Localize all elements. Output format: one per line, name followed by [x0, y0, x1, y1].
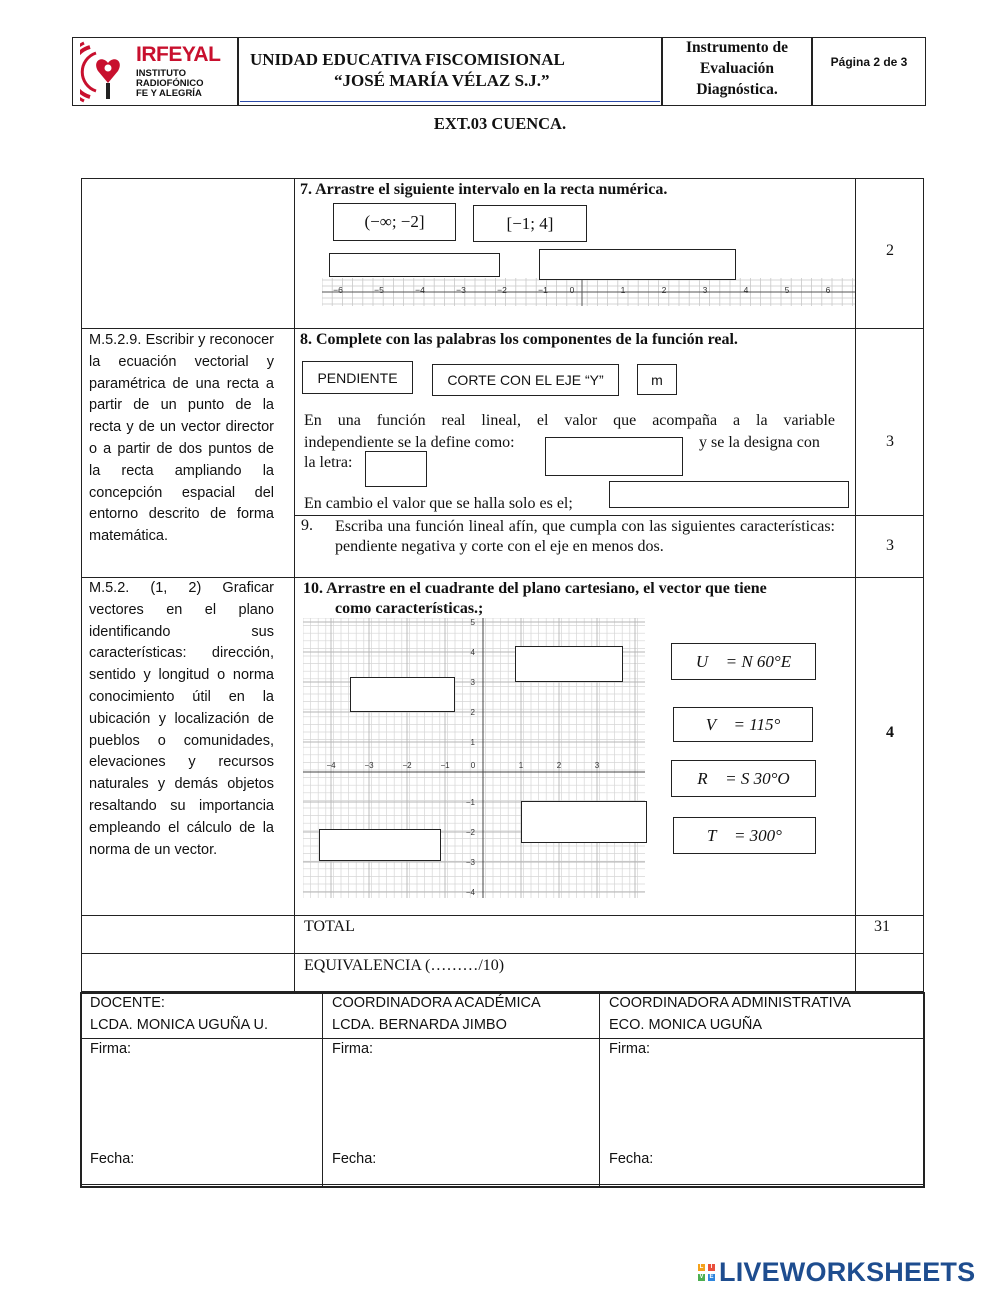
q8-drop-pendiente[interactable]	[545, 437, 683, 476]
q10-vector-u-label: U⃗ = N 60°E	[695, 651, 792, 671]
liveworksheets-logo	[697, 1257, 975, 1288]
q7-tick-label: −2	[497, 285, 507, 295]
sig-col2-fecha: Fecha:	[332, 1151, 377, 1167]
lw-letter-v: V	[699, 1274, 704, 1280]
q8-score: 3	[886, 433, 894, 450]
sig-col2-firma: Firma:	[332, 1041, 374, 1057]
sig-col3-firma: Firma:	[609, 1041, 651, 1057]
q8-word1-label: PENDIENTE	[317, 369, 398, 386]
row-divider-4	[81, 915, 924, 916]
sig-col3-fecha: Fecha:	[609, 1151, 654, 1167]
q7-score: 2	[886, 242, 894, 259]
q10-x-tick-label: 3	[594, 761, 600, 770]
q8-text-a: En una función real lineal, el valor que acompaña a la variable	[304, 412, 835, 429]
q9-number: 9.	[301, 517, 313, 534]
q10-x-tick-label: −1	[440, 761, 450, 770]
signature-inner-bottom	[82, 1184, 923, 1185]
sig-col2-role: COORDINADORA ACADÉMICA	[332, 995, 541, 1011]
q7-tick-label: 2	[661, 285, 667, 295]
q9-text[interactable]: Escriba una función lineal afín, que cumpla con las siguientes características: pendiente negativa y corte con el eje en menos dos.	[335, 518, 835, 555]
q7-tick-label: 0	[569, 285, 575, 295]
q10-y-tick-label: −2	[465, 828, 475, 837]
lw-letter-e: E	[709, 1274, 714, 1280]
instrument-line1: Instrumento de	[685, 39, 789, 56]
page-number: Página 2 de 3	[830, 55, 908, 69]
signature-col-divider-2	[599, 992, 600, 1186]
q10-x-tick-label: −4	[326, 761, 336, 770]
q7-tick-label: −6	[333, 285, 343, 295]
q10-y-tick-label: 3	[470, 678, 475, 687]
q7-tick-label: −3	[456, 285, 466, 295]
q10-title-line2: como características.;	[335, 600, 484, 617]
sig-col2-name: LCDA. BERNARDA JIMBO	[332, 1017, 507, 1033]
school-name-line2: “JOSÉ MARÍA VÉLAZ S.J.”	[334, 71, 550, 90]
q10-y-tick-label: −3	[465, 858, 475, 867]
q10-drop-q1[interactable]	[515, 646, 623, 682]
lw-letter-i: I	[708, 1264, 715, 1271]
sig-col1-fecha: Fecha:	[90, 1151, 135, 1167]
sig-col3-role: COORDINADORA ADMINISTRATIVA	[609, 995, 851, 1011]
q8-text-d: En cambio el valor que se halla solo es el;	[304, 495, 573, 512]
logo-emblem-icon	[80, 41, 136, 103]
total-value: 31	[874, 918, 890, 935]
q10-y-tick-label: 4	[470, 648, 475, 657]
q10-y-tick-label: −4	[465, 888, 475, 897]
subtitle: EXT.03 CUENCA.	[433, 114, 567, 133]
liveworksheets-logo-icon	[697, 1263, 716, 1282]
header-page-cell	[812, 37, 926, 106]
lw-letter-l: L	[699, 1264, 704, 1270]
q10-vector-v-label: V⃗ = 115°	[705, 714, 781, 734]
q8-word2-label: CORTE CON EL EJE “Y”	[447, 372, 604, 388]
q7-tick-label: −1	[538, 285, 548, 295]
q10-title-line1: 10. Arrastre en el cuadrante del plano cartesiano, el vector que tiene	[303, 580, 767, 597]
q9-score: 3	[886, 537, 894, 554]
row-divider-5	[81, 953, 924, 954]
col-divider-2	[855, 178, 856, 992]
sig-col1-firma: Firma:	[90, 1041, 132, 1057]
instrument-line3: Diagnóstica.	[696, 81, 778, 98]
sig-col1-name: LCDA. MONICA UGUÑA U.	[90, 1017, 269, 1033]
header-school-underline	[240, 101, 660, 102]
q7-title: 7. Arrastre el siguiente intervalo en la recta numérica.	[300, 181, 668, 198]
q10-x-tick-label: −2	[402, 761, 412, 770]
q10-x-tick-label: 2	[556, 761, 562, 770]
q10-vector-t[interactable]	[673, 817, 816, 854]
col-divider-1	[294, 178, 295, 992]
q10-y-tick-label: 5	[470, 618, 475, 627]
instrument-line2: Evaluación	[699, 60, 775, 77]
q7-option-neg-infinity[interactable]	[333, 203, 456, 241]
q10-vector-t-label: T⃗ = 300°	[707, 825, 782, 845]
q10-x-tick-label: 0	[470, 761, 476, 770]
q8-text-b2: y se la designa con	[699, 434, 820, 451]
q10-y-tick-label: −1	[465, 798, 475, 807]
sig-col3-name: ECO. MONICA UGUÑA	[609, 1017, 763, 1033]
q10-y-tick-label: 1	[470, 738, 475, 747]
q7-option-interval[interactable]	[473, 205, 587, 242]
q7-tick-label: 4	[743, 285, 749, 295]
q10-vector-r-label: R⃗ = S 30°O	[697, 768, 790, 788]
q8-word-pendiente[interactable]	[302, 361, 413, 394]
q10-x-tick-label: 1	[518, 761, 524, 770]
q8-word3-label: m	[651, 371, 663, 388]
q7-tick-label: 3	[702, 285, 708, 295]
liveworksheets-brand: LIVEWORKSHEETS	[719, 1257, 976, 1287]
q7-tick-label: −5	[374, 285, 384, 295]
q7-drop-zone-right[interactable]	[539, 249, 736, 280]
logo-sub1: INSTITUTO	[136, 68, 186, 79]
q10-vector-v[interactable]	[673, 707, 813, 742]
q10-vector-r[interactable]	[671, 760, 816, 797]
q8-drop-corte[interactable]	[609, 481, 849, 508]
skill-1-text: M.5.2.9. Escribir y reconocer la ecuación vectorial y paramétrica de una recta a partir de un punto de la recta y de un vector director o a partir de dos puntos de la recta ampliando la concepción espacial del entorno descrito de forma matemática.	[89, 332, 274, 545]
q7-drop-zone-left[interactable]	[329, 253, 500, 277]
q10-score: 4	[886, 724, 894, 741]
q10-x-tick-label: −3	[364, 761, 374, 770]
signature-row-divider	[80, 1038, 925, 1039]
sig-col1-role: DOCENTE:	[90, 995, 165, 1011]
q7-number-line	[322, 276, 855, 308]
q7-option2-label: [−1; 4]	[506, 213, 554, 233]
equivalence-label: EQUIVALENCIA (………/10)	[304, 957, 505, 974]
q10-drop-q2[interactable]	[350, 677, 455, 712]
q7-tick-label: 6	[825, 285, 831, 295]
total-label: TOTAL	[304, 918, 355, 935]
q8-text-b1: independiente se la define como:	[304, 434, 515, 451]
q10-vector-u[interactable]	[671, 643, 816, 680]
logo-sub2: RADIOFÓNICO	[136, 78, 204, 89]
q7-tick-label: −4	[415, 285, 425, 295]
school-name-line1: UNIDAD EDUCATIVA FISCOMISIONAL	[250, 50, 565, 69]
q10-drop-q3[interactable]	[319, 829, 441, 861]
q10-drop-q4[interactable]	[521, 801, 647, 843]
q8-title: 8. Complete con las palabras los componentes de la función real.	[300, 331, 738, 348]
q8-word-m[interactable]	[637, 364, 677, 395]
skill-2-text: M.5.2. (1, 2) Graficar vectores en el plano identificando sus características: dirección, sentido y longitud o norma conocimiento útil en la ubicación y localización de pueblos o comunidades, elevaciones y recursos naturales y demás objetos resaltando su importancia empleando el cálculo de la norma de un vector.	[89, 580, 274, 858]
signature-col-divider-1	[322, 992, 323, 1186]
q8-text-c: la letra:	[304, 454, 353, 471]
q7-option1-label: (−∞; −2]	[364, 212, 425, 231]
q8-word-corte[interactable]	[432, 364, 619, 396]
logo-name: IRFEYAL	[136, 43, 221, 66]
q10-y-tick-label: 2	[470, 708, 475, 717]
q8-drop-letra[interactable]	[365, 451, 427, 487]
q7-tick-label: 1	[620, 285, 626, 295]
q7-tick-label: 5	[784, 285, 790, 295]
logo-sub3: FE Y ALEGRÍA	[136, 88, 202, 99]
